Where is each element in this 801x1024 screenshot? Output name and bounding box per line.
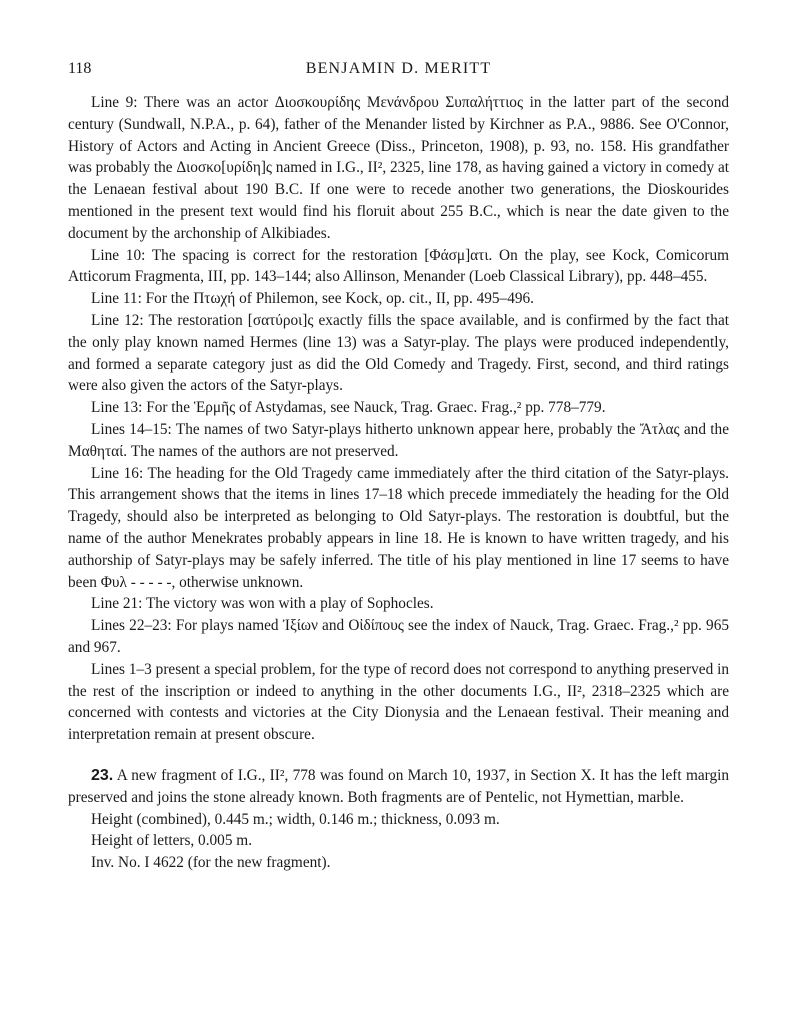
spec-dimensions: Height (combined), 0.445 m.; width, 0.146 m.; thickness, 0.093 m.	[91, 810, 500, 828]
commentary-lines-1-3: Lines 1–3 present a special problem, for the type of record does not correspond to anything preserved in the rest of the inscription or indeed to anything in the other documents I.G., II², 2318–2325 which are concerned with contests and victories at the City Dionysia and the Lenaean festival. Their meaning and interpretation remain at present obscure.	[68, 660, 729, 744]
commentary-line-10: Line 10: The spacing is correct for the restoration [Φάσμ]ατι. On the play, see Kock, Comicorum Atticorum Fragmenta, III, pp. 143–144; also Allinson, Menander (Loeb Classical Library), pp. 448–455.	[68, 246, 729, 286]
commentary-lines-14-15: Lines 14–15: The names of two Satyr-plays hitherto unknown appear here, probably the Ἄτλας and the Μαθηταί. The names of the authors are not preserved.	[68, 420, 729, 460]
commentary-line-12: Line 12: The restoration [σατύροι]ς exactly fills the space available, and is confirmed by the fact that the only play known named Hermes (line 13) was a Satyr-play. The plays were produced independently, and formed a separate category just as did the Old Comedy and Tragedy. First, second, and third ratings were also given the actors of the Satyr-plays.	[68, 311, 729, 395]
section-number: 23.	[91, 766, 114, 784]
page-number: 118	[68, 60, 92, 77]
running-head: BENJAMIN D. MERITT	[305, 60, 492, 77]
commentary-line-16: Line 16: The heading for the Old Tragedy came immediately after the third citation of the Satyr-plays. This arrangement shows that the items in lines 17–18 which precede immediately the heading for the Old Tragedy, should also be interpreted as belonging to Old Satyr-plays. The restoration is doubtful, but the name of the author Menekrates probably appears in line 18. He is known to have written tragedy, and his authorship of Satyr-plays may be safely inferred. The title of his play mentioned in line 17 seems to have been Φυλ - - - - -, otherwise unknown.	[68, 464, 729, 591]
commentary-line-9: Line 9: There was an actor Διοσκουρίδης Μενάνδρου Συπαλήττιος in the latter part of the second century (Sundwall, N.P.A., p. 64), father of the Menander listed by Kirchner as P.A., 9886. See O'Connor, History of Actors and Acting in Ancient Greece (Diss., Princeton, 1908), p. 93, no. 158. His grandfather was probably the Διοσκο[υρίδη]ς named in I.G., II², 2325, line 178, as having gained a victory in comedy at the Lenaean festival about 190 B.C. If one were to recede another two generations, the Dioskourides mentioned in the present text would find his floruit about 255 B.C., which is near the date given to the document by the archonship of Alkibiades.	[68, 94, 729, 242]
commentary-line-11: Line 11: For the Πτωχή of Philemon, see Kock, op. cit., II, pp. 495–496.	[91, 290, 534, 308]
commentary-line-13: Line 13: For the Ἑρμῆς of Astydamas, see Nauck, Trag. Graec. Frag.,² pp. 778–779.	[91, 399, 606, 417]
section-spacer	[68, 746, 729, 765]
section-23-paragraph	[68, 765, 729, 809]
section-text: A new fragment of I.G., II², 778 was found on March 10, 1937, in Section X. It has the left margin preserved and joins the stone already known. Both fragments are of Pentelic, not Hymettian, marble.	[68, 766, 730, 806]
spec-letter-height: Height of letters, 0.005 m.	[91, 832, 253, 850]
body-text	[68, 92, 729, 874]
page-header	[68, 57, 729, 81]
commentary-line-21: Line 21: The victory was won with a play of Sophocles.	[91, 595, 434, 613]
spec-inventory: Inv. No. I 4622 (for the new fragment).	[91, 854, 331, 872]
commentary-lines-22-23: Lines 22–23: For plays named Ἰξίων and Οἰδίπους see the index of Nauck, Trag. Graec. Frag.,² pp. 965 and 967.	[68, 617, 729, 656]
